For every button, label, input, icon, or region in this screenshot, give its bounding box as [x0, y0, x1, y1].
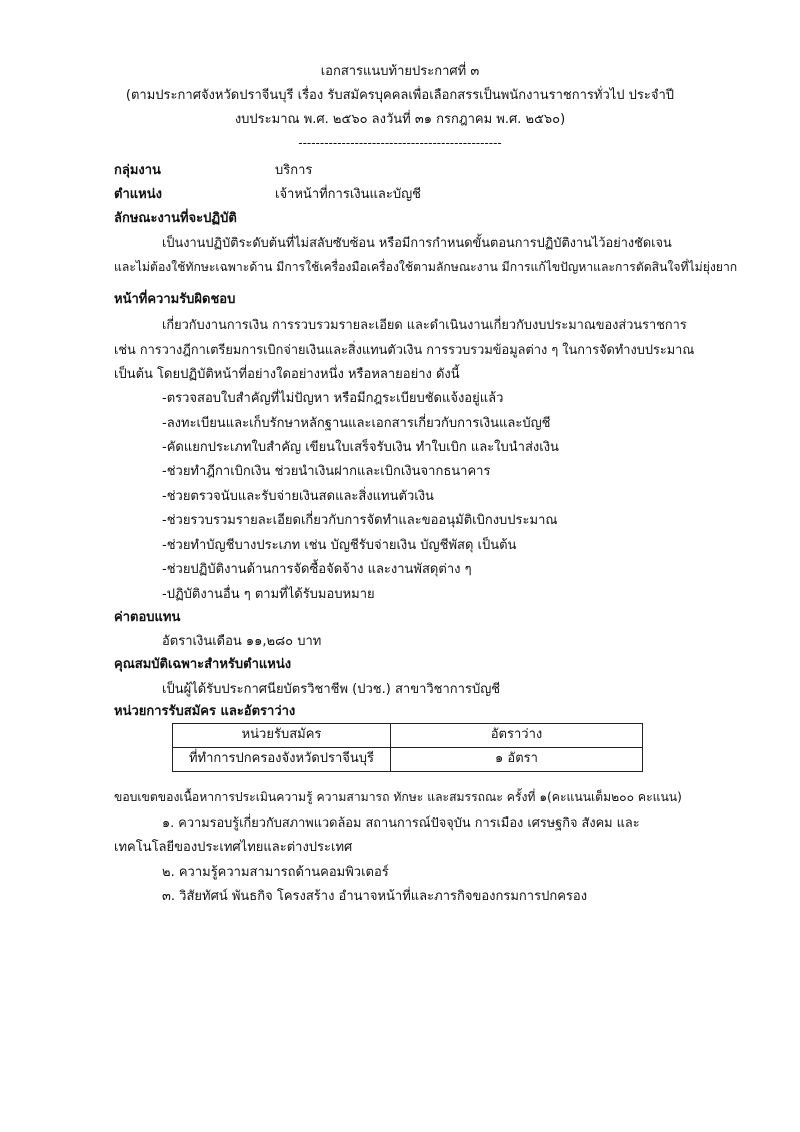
table-cell-unit: ที่ทำการปกครองจังหวัดปราจีนบุรี: [173, 748, 391, 772]
table-row: [173, 748, 643, 772]
duties-heading: หน้าที่ความรับผิดชอบ: [114, 292, 236, 307]
duty-item: -ช่วยรวบรวมรายละเอียดเกี่ยวกับการจัดทำและขออนุมัติเบิกงบประมาณ: [162, 513, 558, 528]
nature-line2: และไม่ต้องใช้ทักษะเฉพาะด้าน มีการใช้เครื่องมือเครื่องใช้ตามลักษณะงาน มีการแก้ไขปัญหาและการตัดสินใจที่ไม่ยุ่งยาก: [114, 260, 738, 274]
compensation-value: อัตราเงินเดือน ๑๑,๒๘๐ บาท: [162, 634, 322, 649]
nature-heading: ลักษณะงานที่จะปฏิบัติ: [114, 211, 237, 226]
qualification-heading: คุณสมบัติเฉพาะสำหรับตำแหน่ง: [114, 657, 292, 672]
exam-item-2: ๒. ความรู้ความสามารถด้านคอมพิวเตอร์: [162, 865, 389, 880]
compensation-heading: ค่าตอบแทน: [114, 610, 181, 625]
duties-intro-line3: เป็นต้น โดยปฏิบัติหน้าที่อย่างใดอย่างหนึ่ง หรือหลายอย่าง ดังนี้: [114, 367, 460, 382]
duty-item: -ช่วยทำบัญชีบางประเภท เช่น บัญชีรับจ่ายเงิน บัญชีพัสดุ เป็นต้น: [162, 538, 517, 553]
duties-intro-line1: เกี่ยวกับงานการเงิน การรวบรวมรายละเอียด และดำเนินงานเกี่ยวกับงบประมาณของส่วนราชการ: [162, 318, 687, 333]
duty-item: -ปฏิบัติงานอื่น ๆ ตามที่ได้รับมอบหมาย: [162, 587, 375, 602]
position-label: ตำแหน่ง: [114, 187, 162, 202]
exam-scope: ขอบเขตของเนื้อหาการประเมินความรู้ ความสามารถ ทักษะ และสมรรถณะ ครั้งที่ ๑(คะแนนเต็ม๒๐๐ คะแนน): [114, 790, 682, 804]
qualification-value: เป็นผู้ได้รับประกาศนียบัตรวิชาชีพ (ปวช.) สาขาวิชาการบัญชี: [162, 682, 501, 697]
exam-item-1-line1: ๑. ความรอบรู้เกี่ยวกับสภาพแวดล้อม สถานการณ์ปัจจุบัน การเมือง เศรษฐกิจ สังคม และ: [162, 816, 640, 831]
document-subtitle-line1: (ตามประกาศจังหวัดปราจีนบุรี เรื่อง รับสมัครบุคคลเพื่อเลือกสรรเป็นพนักงานราชการทั่วไป ประจำปี: [125, 88, 675, 103]
table-header-row: [173, 724, 643, 748]
job-group-value: บริการ: [275, 163, 313, 178]
position-value: เจ้าหน้าที่การเงินและบัญชี: [275, 187, 421, 202]
table-header-count: อัตราว่าง: [391, 724, 643, 748]
duty-item: -ช่วยปฏิบัติงานด้านการจัดซื้อจัดจ้าง และงานพัสดุต่าง ๆ: [162, 562, 472, 577]
nature-line1: เป็นงานปฏิบัติระดับต้นที่ไม่สลับซับซ้อน หรือมีการกำหนดขั้นตอนการปฏิบัติงานไว้อย่างชัดเจน: [162, 236, 672, 251]
vacancy-heading: หน่วยการรับสมัคร และอัตราว่าง: [114, 704, 296, 719]
exam-item-3: ๓. วิสัยทัศน์ พันธกิจ โครงสร้าง อำนาจหน้าที่และภารกิจของกรมการปกครอง: [162, 889, 588, 904]
exam-item-1-line2: เทคโนโลยีของประเทศไทยและต่างประเทศ: [114, 840, 353, 855]
document-subtitle-line2: งบประมาณ พ.ศ. ๒๕๖๐ ลงวันที่ ๓๑ กรกฎาคม พ.ศ. ๒๕๖๐): [234, 112, 566, 127]
duty-item: -ลงทะเบียนและเก็บรักษาหลักฐานและเอกสารเกี่ยวกับการเงินและบัญชี: [162, 416, 551, 431]
table-header-unit: หน่วยรับสมัคร: [173, 724, 391, 748]
duty-item: -ตรวจสอบใบสำคัญที่ไม่ปัญหา หรือมีกฎระเบียบชัดแจ้งอยู่แล้ว: [162, 391, 504, 406]
duty-item: -คัดแยกประเภทใบสำคัญ เขียนใบเสร็จรับเงิน ทำใบเบิก และใบนำส่งเงิน: [162, 440, 559, 455]
duty-item: -ช่วยทำฎีกาเบิกเงิน ช่วยนำเงินฝากและเบิกเงินจากธนาคาร: [162, 464, 491, 479]
header-divider: -----------------------------------------------: [298, 136, 502, 150]
duty-item: -ช่วยตรวจนับและรับจ่ายเงินสดและสิ่งแทนตัวเงิน: [162, 489, 434, 504]
job-group-label: กลุ่มงาน: [114, 163, 161, 178]
vacancy-table: [172, 723, 643, 772]
table-cell-count: ๑ อัตรา: [391, 748, 643, 772]
duties-intro-line2: เช่น การวางฎีกาเตรียมการเบิกจ่ายเงินและสิ่งแทนตัวเงิน การรวบรวมข้อมูลต่าง ๆ ในการจัดทำงบประมาณ: [114, 343, 695, 358]
document-title: เอกสารแนบท้ายประกาศที่ ๓: [320, 64, 480, 79]
